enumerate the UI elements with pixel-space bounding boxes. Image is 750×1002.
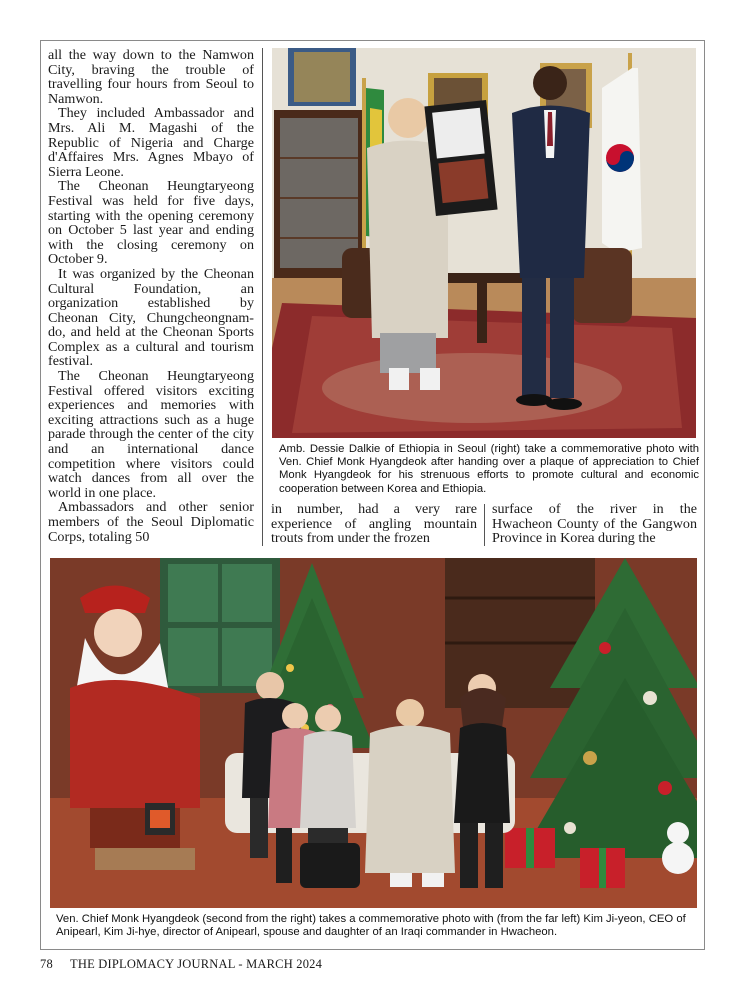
article-paragraph: surface of the river in the Hwacheon County of the Gangwon Province in Korea during the bbox=[492, 502, 697, 547]
page-footer bbox=[40, 957, 322, 972]
article-paragraph: The Cheonan Heungtaryeong Festival was held for five days, starting with the opening ceremony on October 5 last year and ending with the closing ceremony on October 9. bbox=[48, 178, 254, 268]
publication-title: THE DIPLOMACY JOURNAL - MARCH 2024 bbox=[70, 957, 323, 971]
article-paragraph: Ambassadors and other senior members of the Seoul Diplomatic Corps, totaling 50 bbox=[48, 499, 254, 545]
article-paragraph: all the way down to the Namwon City, braving the trouble of travelling four hours from Seoul to Namwon. bbox=[48, 48, 254, 107]
article-column-middle bbox=[271, 502, 477, 548]
page-number: 78 bbox=[40, 957, 53, 971]
article-column-left bbox=[48, 48, 254, 546]
column-divider bbox=[484, 504, 485, 546]
photo-caption: Amb. Dessie Dalkie of Ethiopia in Seoul (right) take a commemorative photo with Ven. Chief Monk Hyangdeok after handing over a plaque of appreciation to Chief Monk Hyangdeok for his strenuous efforts to promote cultural and economic cooperation between Korea and Ethiopia. bbox=[279, 443, 699, 495]
photo-plaque-ceremony bbox=[272, 48, 696, 438]
photo-caption: Ven. Chief Monk Hyangdeok (second from the right) takes a commemorative photo with (from the far left) Kim Ji-yeon, CEO of Anipearl, Kim Ji-hye, director of Anipearl, spouse and daughter of an Iraqi commander in Hwacheon. bbox=[56, 913, 686, 939]
photo-christmas-group bbox=[50, 558, 697, 908]
article-paragraph: The Cheonan Heungtaryeong Festival offered visitors exciting experiences and memories with exciting attractions such as a huge parade through the center of the city and an international dance competition where visitors could watch dances from all over the world in one place. bbox=[48, 368, 254, 501]
article-column-right bbox=[492, 502, 697, 548]
article-paragraph: They included Ambassador and Mrs. Ali M. Magashi of the Republic of Nigeria and Charge d'Affaires Mrs. Agnes Mbayo of Sierra Leone. bbox=[48, 105, 254, 180]
column-divider bbox=[262, 48, 263, 546]
article-paragraph: in number, had a very rare experience of angling mountain trouts from under the frozen bbox=[271, 502, 477, 547]
article-paragraph: It was organized by the Cheonan Cultural Foundation, an organization established by Cheonan City, Chungcheongnam-do, and held at the Cheonan Sports Complex as a cultural and tourism festival. bbox=[48, 265, 254, 370]
